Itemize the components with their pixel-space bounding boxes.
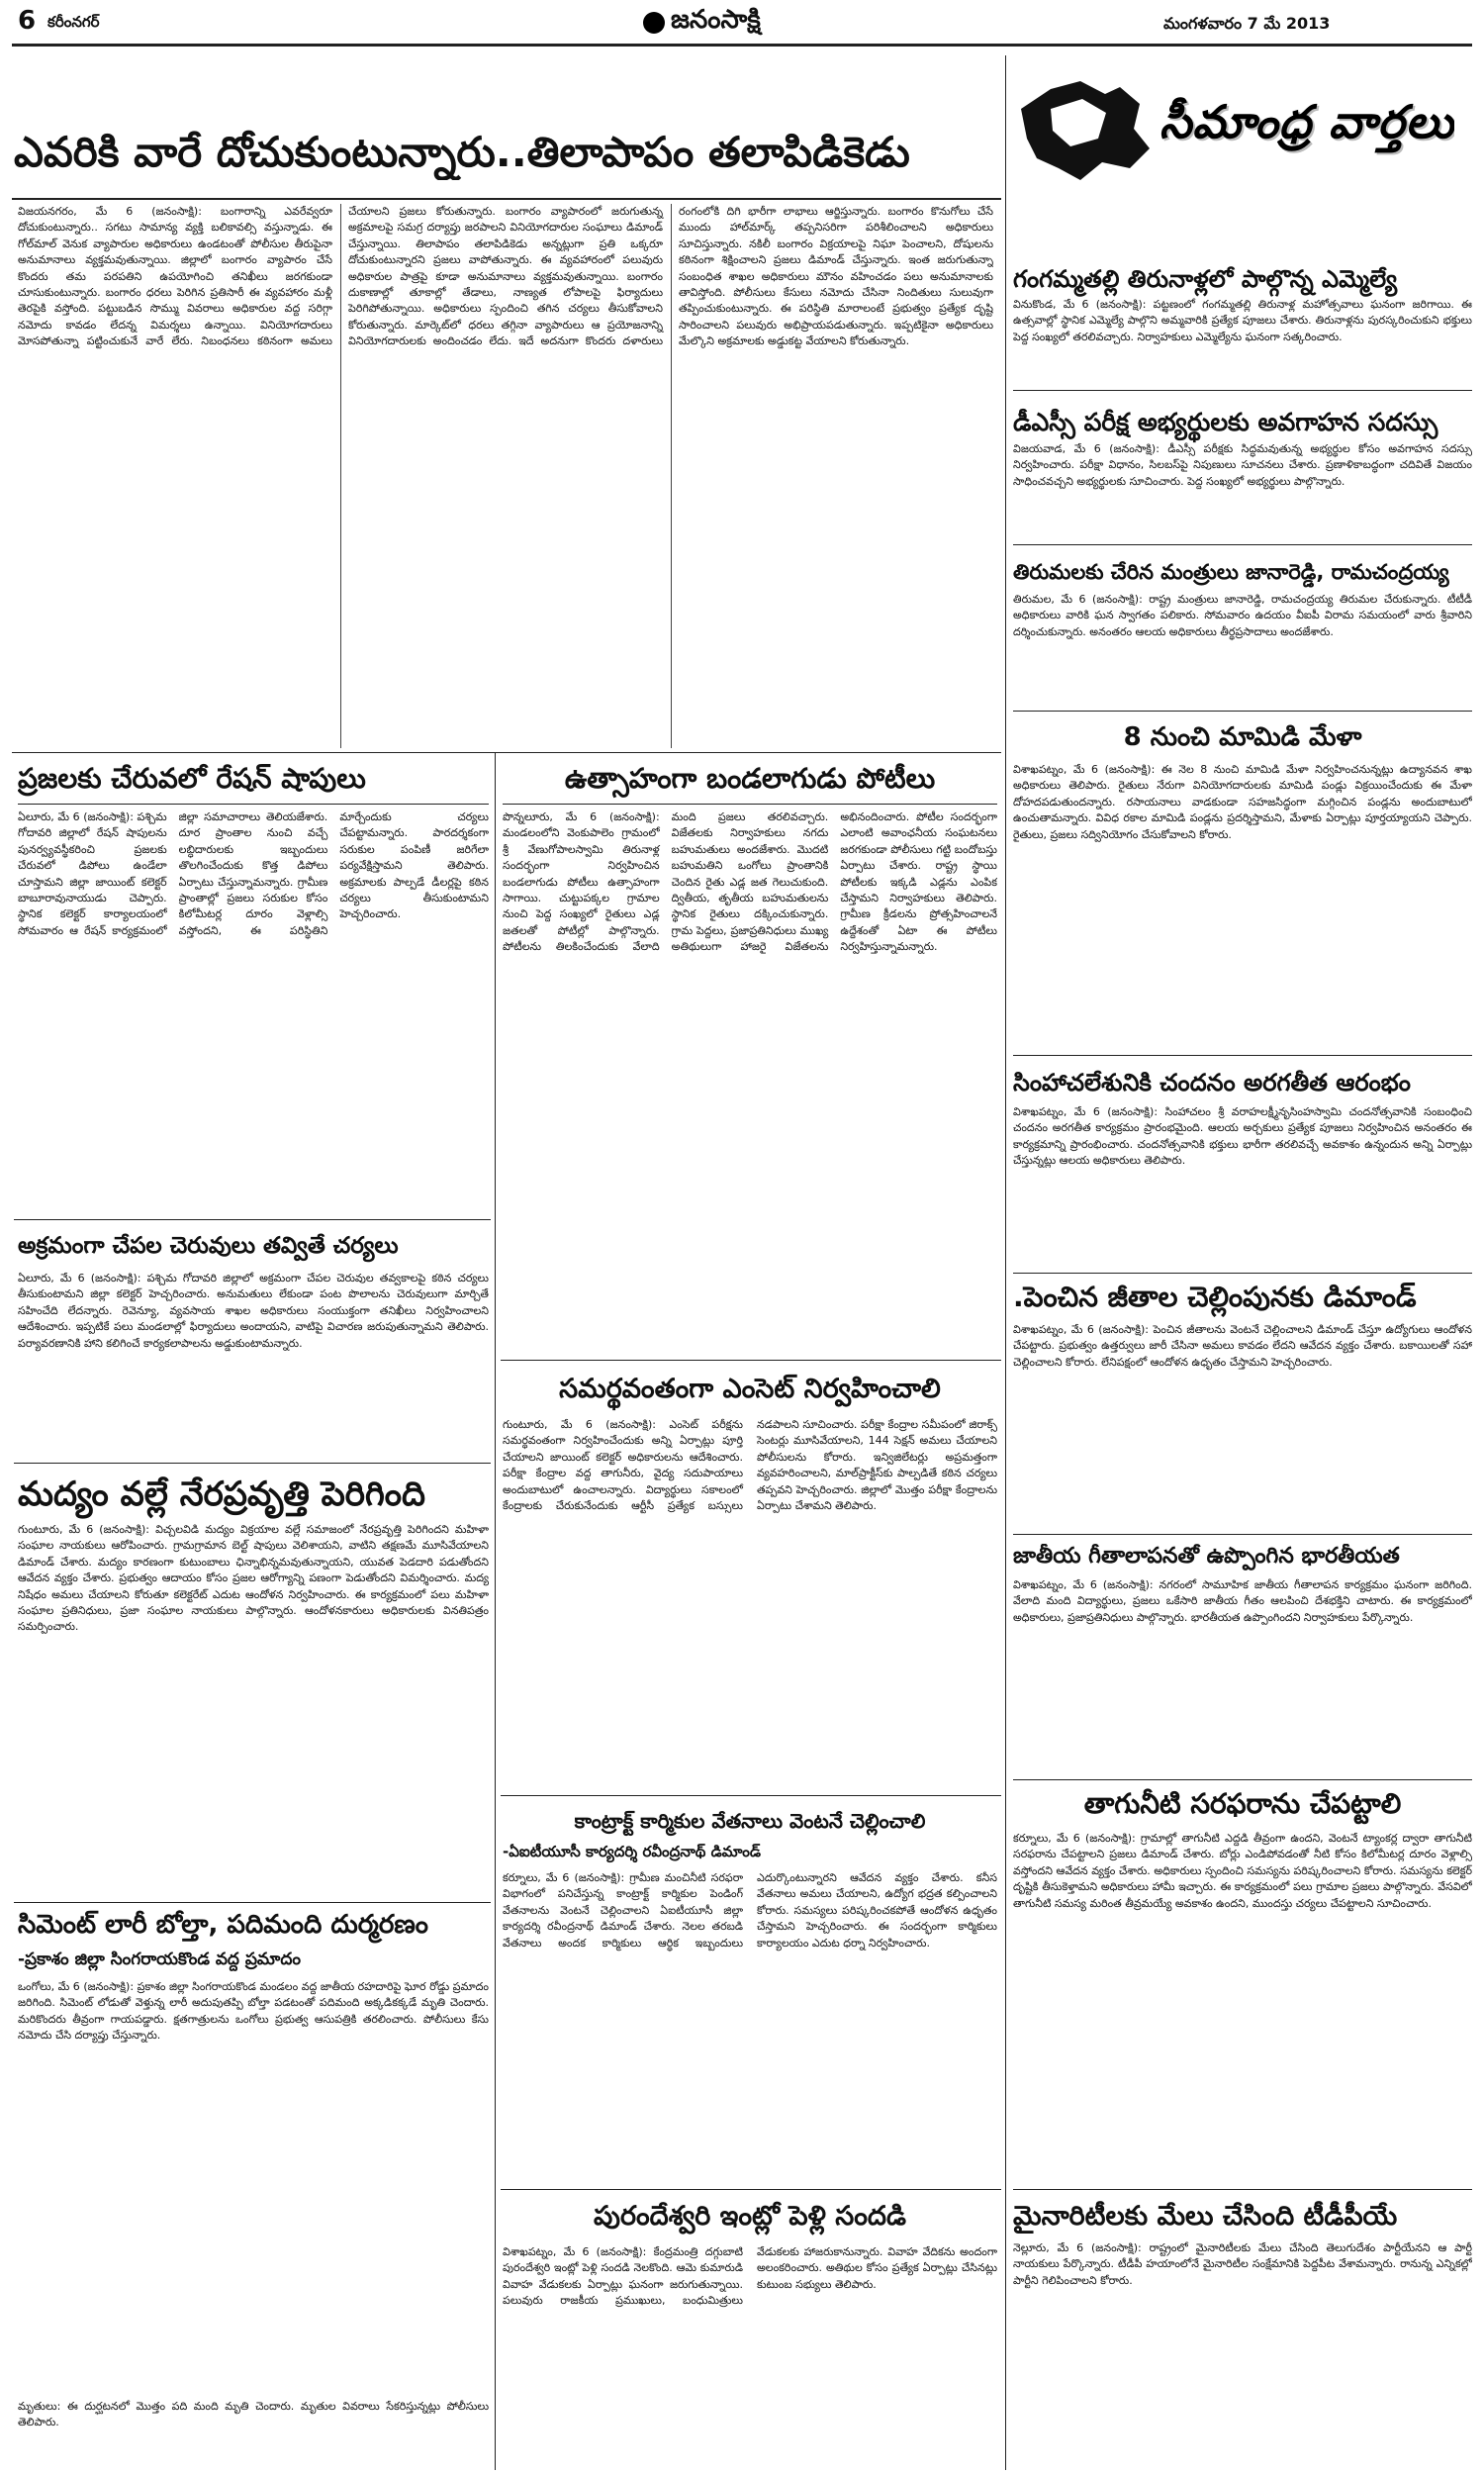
andhra-map-icon: [1011, 69, 1159, 196]
right-article-4-body: విశాఖపట్నం, మే 6 (జనంసాక్షి): ఈ నెల 8 నుంచి మామిడి మేళా నిర్వహించనున్నట్లు ఉద్యానవన శాఖ అధికారులు తెలిపారు. రైతులు నేరుగా వినియోగదారులకు మామిడి పండ్లు విక్రయించేందుకు ఈ మేళా దోహదపడుతుందన్నారు. రసాయనాలు వాడకుండా సహజసిద్ధంగా మగ్గించిన పండ్లను అందుబాటులో ఉంచుతామన్నారు. వివిధ రకాల మామిడి పండ్లను ప్రదర్శిస్తామని, మేళాకు ఏర్పాట్లు పూర్తయ్యాయని చెప్పారు. రైతులు, ప్రజలు సద్వినియోగం చేసుకోవాలని కోరారు.: [1013, 763, 1472, 841]
right-article-4-headline: 8 నుంచి మామిడి మేళా: [1123, 722, 1362, 752]
left-article-3-headline: మద్యం వల్లే నేరప్రవృత్తి పెరిగింది: [18, 1475, 426, 1514]
middle-article-4-headline: పురందేశ్వరి ఇంట్లో పెళ్లి సందడి: [594, 2201, 906, 2232]
logo-emblem-icon: [643, 12, 665, 34]
right-article-6-headline: .పెంచిన జీతాల చెల్లింపునకు డిమాండ్‌: [1013, 1281, 1417, 1313]
left-article-1-body: ఏలూరు, మే 6 (జనంసాక్షి): పశ్చిమ గోదావరి జిల్లాలో రేషన్‌ షాపులను పునర్వ్యవస్థీకరించి ప్రజలకు చేరువలో డిపోలు ఉండేలా చూస్తామని జిల్లా జాయింట్‌ కలెక్టర్‌ బాబూరావునాయుడు చెప్పారు. స్థానిక కలెక్టర్‌ కార్యాలయంలో సోమవారం ఆ రేషన్‌ కార్యక్రమంలో జిల్లా సమాచారాలు తెలియజేశారు. దూర ప్రాంతాల నుంచి వచ్చే లబ్ధిదారులకు ఇబ్బందులు తొలగించేందుకు కొత్త డిపోలు ఏర్పాటు చేస్తున్నామన్నారు. గ్రామీణ ప్రాంతాల్లో ప్రజలు సరుకుల కోసం కిలోమీటర్ల దూరం వెళ్లాల్సి వస్తోందని, ఈ పరిస్థితిని మార్చేందుకు చర్యలు చేపట్టామన్నారు. పారదర్శకంగా సరుకుల పంపిణీ జరిగేలా పర్యవేక్షిస్తామని తెలిపారు. అక్రమాలకు పాల్పడే డీలర్లపై కఠిన చర్యలు తీసుకుంటామని హెచ్చరించారు.: [18, 810, 489, 937]
paper-name: జనంసాక్షి: [671, 5, 761, 35]
right-article-8-body: కర్నూలు, మే 6 (జనంసాక్షి): గ్రామాల్లో తాగునీటి ఎద్దడి తీవ్రంగా ఉందని, వెంటనే ట్యాంకర్ల ద్వారా తాగునీటి సరఫరాను చేపట్టాలని ప్రజలు డిమాండ్‌ చేశారు. బోర్లు ఎండిపోవడంతో నీటి కోసం కిలోమీటర్ల దూరం వెళ్లాల్సి వస్తోందని ఆవేదన వ్యక్తం చేశారు. అధికారులు స్పందించి సమస్యను పరిష్కరించాలని కోరారు. సమస్యను కలెక్టర్‌ దృష్టికి తీసుకెళ్తామని అధికారులు హామీ ఇచ్చారు. ఈ కార్యక్రమంలో పలు గ్రామాల ప్రజలు పాల్గొన్నారు. వేసవిలో తాగునీటి సమస్య మరింత తీవ్రమయ్యే అవకాశం ఉందని, ముందస్తు చర్యలు చేపట్టాలని సూచించారు.: [1013, 1832, 1472, 1910]
middle-article-3-subhead: -ఏఐటీయూసీ కార్యదర్శి రవీంద్రనాథ్‌ డిమాండ్‌: [503, 1843, 761, 1860]
right-article-9-body: నెల్లూరు, మే 6 (జనంసాక్షి): రాష్ట్రంలో మైనారిటీలకు మేలు చేసింది తెలుగుదేశం పార్టీయేనని ఆ పార్టీ నాయకులు పేర్కొన్నారు. టీడీపీ హయాంలోనే మైనారిటీల సంక్షేమానికి పెద్దపీట వేశామన్నారు. రానున్న ఎన్నికల్లో పార్టీని గెలిపించాలని కోరారు.: [1013, 2241, 1472, 2287]
middle-article-3-body: కర్నూలు, మే 6 (జనంసాక్షి): గ్రామీణ మంచినీటి సరఫరా విభాగంలో పనిచేస్తున్న కాంట్రాక్ట్‌ కార్మికుల పెండింగ్‌ వేతనాలను వెంటనే చెల్లించాలని ఏఐటీయూసీ జిల్లా కార్యదర్శి రవీంద్రనాథ్‌ డిమాండ్‌ చేశారు. నెలల తరబడి వేతనాలు అందక కార్మికులు ఆర్థిక ఇబ్బందులు ఎదుర్కొంటున్నారని ఆవేదన వ్యక్తం చేశారు. కనీస వేతనాలు అమలు చేయాలని, ఉద్యోగ భద్రత కల్పించాలని కోరారు. సమస్యలు పరిష్కరించకపోతే ఆందోళన ఉధృతం చేస్తామని హెచ్చరించారు. ఈ సందర్భంగా కార్మికులు కార్యాలయం ఎదుట ధర్నా నిర్వహించారు.: [503, 1871, 997, 1950]
right-article-1-headline: గంగమ్మతల్లి తిరునాళ్లలో పాల్గొన్న ఎమ్మెల్యే: [1013, 265, 1398, 293]
middle-article-3-headline: కాంట్రాక్ట్‌ కార్మికుల వేతనాలు వెంటనే చెల్లించాలి: [574, 1809, 926, 1833]
right-article-2-headline: డీఎస్సీ పరీక్ష అభ్యర్థులకు అవగాహన సదస్సు: [1013, 408, 1438, 436]
left-article-1-headline: ప్రజలకు చేరువలో రేషన్‌ షాపులు: [18, 762, 366, 795]
left-article-4-body: ఒంగోలు, మే 6 (జనంసాక్షి): ప్రకాశం జిల్లా సింగరాయకొండ మండలం వద్ద జాతీయ రహదారిపై ఘోర రోడ్డు ప్రమాదం జరిగింది. సిమెంట్‌ లోడుతో వెళ్తున్న లారీ అదుపుతప్పి బోల్తా పడటంతో పదిమంది అక్కడికక్కడే మృతి చెందారు. మరికొందరు తీవ్రంగా గాయపడ్డారు. క్షతగాత్రులను ఒంగోలు ప్రభుత్వ ఆసుపత్రికి తరలించారు. పోలీసులు కేసు నమోదు చేసి దర్యాప్తు చేస్తున్నారు.: [18, 1980, 489, 2043]
right-article-2-body: విజయవాడ, మే 6 (జనంసాక్షి): డీఎస్సీ పరీక్షకు సిద్ధమవుతున్న అభ్యర్థుల కోసం అవగాహన సదస్సు నిర్వహించారు. పరీక్షా విధానం, సిలబస్‌పై నిపుణులు సూచనలు చేశారు. ప్రణాళికాబద్ధంగా చదివితే విజయం సాధించవచ్చని అభ్యర్థులకు సూచించారు. పెద్ద సంఖ్యలో అభ్యర్థులు పాల్గొన్నారు.: [1013, 442, 1472, 488]
right-article-7-body: విశాఖపట్నం, మే 6 (జనంసాక్షి): నగరంలో సామూహిక జాతీయ గీతాలాపన కార్యక్రమం ఘనంగా జరిగింది. వేలాది మంది విద్యార్థులు, ప్రజలు ఒకేసారి జాతీయ గీతం ఆలపించి దేశభక్తిని చాటారు. ఈ కార్యక్రమంలో అధికారులు, ప్రజాప్రతినిధులు పాల్గొన్నారు. భారతీయత ఉప్పొంగిందని నిర్వాహకులు పేర్కొన్నారు.: [1013, 1578, 1472, 1624]
page-number: 6: [18, 6, 37, 36]
left-article-4-note: మృతులు: ఈ దుర్ఘటనలో మొత్తం పది మంది మృతి చెందారు. మృతుల వివరాలు సేకరిస్తున్నట్లు పోలీసులు తెలిపారు.: [18, 2400, 489, 2429]
left-article-3-body: గుంటూరు, మే 6 (జనంసాక్షి): విచ్చలవిడి మద్యం విక్రయాల వల్లే సమాజంలో నేరప్రవృత్తి పెరిగిందని మహిళా సంఘాల నాయకులు ఆరోపించారు. గ్రామగ్రామాన బెల్ట్‌ షాపులు వెలిశాయని, వాటిని తక్షణమే మూసివేయాలని డిమాండ్‌ చేశారు. మద్యం కారణంగా కుటుంబాలు ఛిన్నాభిన్నమవుతున్నాయని, యువత పెడదారి పడుతోందని ఆవేదన వ్యక్తం చేశారు. ప్రభుత్వం ఆదాయం కోసం ప్రజల ఆరోగ్యాన్ని పణంగా పెడుతోందని విమర్శించారు. మద్య నిషేధం అమలు చేయాలని కోరుతూ కలెక్టరేట్‌ ఎదుట ఆందోళన నిర్వహించారు. ఈ కార్యక్రమంలో పలు మహిళా సంఘాల ప్రతినిధులు, ప్రజా సంఘాల నాయకులు పాల్గొన్నారు. ఆందోళనకారులు అధికారులకు వినతిపత్రం సమర్పించారు.: [18, 1523, 489, 1634]
left-article-4-headline: సిమెంట్‌ లారీ బోల్తా, పదిమంది దుర్మరణం: [18, 1910, 428, 1940]
right-article-3-body: తిరుమల, మే 6 (జనంసాక్షి): రాష్ట్ర మంత్రులు జానారెడ్డి, రామచంద్రయ్య తిరుమల చేరుకున్నారు. టీటీడీ అధికారులు వారికి ఘన స్వాగతం పలికారు. సోమవారం ఉదయం వీఐపీ విరామ సమయంలో వారు శ్రీవారిని దర్శించుకున్నారు. అనంతరం ఆలయ అధికారులు తీర్థప్రసాదాలు అందజేశారు.: [1013, 593, 1472, 638]
right-article-9-headline: మైనారిటీలకు మేలు చేసింది టీడీపీయే: [1013, 2201, 1398, 2232]
issue-date: మంగళవారం 7 మే 2013: [1163, 14, 1331, 33]
seemandhra-logo: [1011, 69, 1472, 196]
middle-article-1-body: పొన్నలూరు, మే 6 (జనంసాక్షి): మండలంలోని వెంకుపాలెం గ్రామంలో శ్రీ వేణుగోపాలస్వామి తిరునాళ్ల సందర్భంగా నిర్వహించిన బండలాగుడు పోటీలు ఉత్సాహంగా సాగాయి. చుట్టుపక్కల గ్రామాల నుంచి పెద్ద సంఖ్యలో రైతులు ఎడ్ల జతలతో పోటీల్లో పాల్గొన్నారు. పోటీలను తిలకించేందుకు వేలాది మంది ప్రజలు తరలివచ్చారు. విజేతలకు నిర్వాహకులు నగదు బహుమతులు అందజేశారు. మొదటి బహుమతిని ఒంగోలు ప్రాంతానికి చెందిన రైతు ఎడ్ల జత గెలుచుకుంది. ద్వితీయ, తృతీయ బహుమతులను స్థానిక రైతులు దక్కించుకున్నారు. గ్రామ పెద్దలు, ప్రజాప్రతినిధులు ముఖ్య అతిథులుగా హాజరై విజేతలను అభినందించారు. పోటీల సందర్భంగా ఎలాంటి అవాంఛనీయ సంఘటనలు జరగకుండా పోలీసులు గట్టి బందోబస్తు ఏర్పాటు చేశారు. రాష్ట్ర స్థాయి పోటీలకు ఇక్కడి ఎడ్లను ఎంపిక చేస్తామని నిర్వాహకులు తెలిపారు. గ్రామీణ క్రీడలను ప్రోత్సహించాలనే ఉద్దేశంతో ఏటా ఈ పోటీలు నిర్వహిస్తున్నామన్నారు.: [503, 810, 997, 954]
middle-article-1-headline: ఉత్సాహంగా బండలాగుడు పోటీలు: [564, 762, 936, 795]
seemandhra-title: సీమాంధ్ర వార్తలు: [1159, 95, 1455, 148]
lead-headline: ఎవరికి వారే దోచుకుంటున్నారు..తిలాపాపం తలాపిడికెడు: [14, 128, 910, 176]
lead-body: విజయనగరం, మే 6 (జనంసాక్షి): బంగారాన్ని ఎవరేవ్వరూ దోచుకుంటున్నారు.. సగటు సామాన్య వ్యక్తి బలికావల్సి వస్తున్నాడు. ఈ గోల్‌మాల్‌ వెనుక వ్యాపారుల అధికారులు ఉండటంతో పోలీసుల తీరుపైనా అనుమానాలు వ్యక్తమవుతున్నాయి. జిల్లాలో బంగారం వ్యాపారం చేసే కొందరు తమ పరపతిని ఉపయోగించి తనిఖీలు జరగకుండా చూసుకుంటున్నారు. బంగారం ధరలు పెరిగిన ప్రతిసారీ ఈ వ్యవహారం మళ్లీ తెరపైకి వస్తోంది. పట్టుబడిన సొమ్ము వివరాలు అధికారుల వద్ద సరిగ్గా నమోదు కావడం లేదన్న విమర్శలు ఉన్నాయి. వినియోగదారులు మోసపోతున్నా పట్టించుకునే వారే లేరు. నిబంధనలు కఠినంగా అమలు చేయాలని ప్రజలు కోరుతున్నారు. బంగారం వ్యాపారంలో జరుగుతున్న అక్రమాలపై సమగ్ర దర్యాప్తు జరపాలని వినియోగదారుల సంఘాలు డిమాండ్‌ చేస్తున్నాయి. తిలాపాపం తలాపిడికెడు అన్నట్లుగా ప్రతి ఒక్కరూ దోచుకుంటున్నారని ప్రజలు వాపోతున్నారు. ఈ వ్యవహారంలో పలువురు అధికారుల పాత్రపై కూడా అనుమానాలు వ్యక్తమవుతున్నాయి. బంగారం దుకాణాల్లో తూకాల్లో తేడాలు, నాణ్యత లోపాలపై ఫిర్యాదులు పెరిగిపోతున్నాయి. అధికారులు స్పందించి తగిన చర్యలు తీసుకోవాలని కోరుతున్నారు. మార్కెట్‌లో ధరలు తగ్గినా వ్యాపారులు ఆ ప్రయోజనాన్ని వినియోగదారులకు అందించడం లేదు. ఇదే అదనుగా కొందరు దళారులు రంగంలోకి దిగి భారీగా లాభాలు ఆర్జిస్తున్నారు. బంగారం కొనుగోలు చేసే ముందు హాల్‌మార్క్‌ తప్పనిసరిగా పరిశీలించాలని అధికారులు సూచిస్తున్నారు. నకిలీ బంగారం విక్రయాలపై నిఘా పెంచాలని, దోషులను కఠినంగా శిక్షించాలని ప్రజలు డిమాండ్‌ చేస్తున్నారు. ఇంత జరుగుతున్నా సంబంధిత శాఖల అధికారులు మౌనం వహించడం పలు అనుమానాలకు తావిస్తోంది. పోలీసులు కేసులు నమోదు చేసినా నిందితులు సులువుగా తప్పించుకుంటున్నారు. ఈ పరిస్థితి మారాలంటే ప్రభుత్వం ప్రత్యేక దృష్టి సారించాలని పలువురు అభిప్రాయపడుతున్నారు. ఇప్పటికైనా అధికారులు మేల్కొని అక్రమాలకు అడ్డుకట్ట వేయాలని కోరుతున్నారు.: [18, 205, 993, 348]
left-article-4-subhead: -ప్రకాశం జిల్లా సింగరాయకొండ వద్ద ప్రమాదం: [18, 1950, 301, 1969]
right-article-5-body: విశాఖపట్నం, మే 6 (జనంసాక్షి): సింహాచలం శ్రీ వరాహలక్ష్మీనృసింహస్వామి చందనోత్సవానికి సంబంధించి చందనం అరగతీత కార్యక్రమం ప్రారంభమైంది. ఆలయ అర్చకులు ప్రత్యేక పూజలు నిర్వహించిన అనంతరం ఈ కార్యక్రమాన్ని ప్రారంభించారు. చందనోత్సవానికి భక్తులు భారీగా తరలివచ్చే అవకాశం ఉన్నందున అన్ని ఏర్పాట్లు చేస్తున్నట్లు ఆలయ అధికారులు తెలిపారు.: [1013, 1105, 1472, 1168]
middle-article-2-headline: సమర్థవంతంగా ఎంసెట్‌ నిర్వహించాలి: [559, 1374, 941, 1404]
right-article-6-body: విశాఖపట్నం, మే 6 (జనంసాక్షి): పెంచిన జీతాలను వెంటనే చెల్లించాలని డిమాండ్‌ చేస్తూ ఉద్యోగులు ఆందోళన చేపట్టారు. ప్రభుత్వం ఉత్తర్వులు జారీ చేసినా అమలు కావడం లేదని ఆవేదన వ్యక్తం చేశారు. బకాయిలతో సహా చెల్లించాలని కోరారు. లేనిపక్షంలో ఆందోళన ఉధృతం చేస్తామని హెచ్చరించారు.: [1013, 1323, 1472, 1369]
right-article-3-headline: తిరుమలకు చేరిన మంత్రులు జానారెడ్డి, రామచంద్రయ్య: [1013, 560, 1449, 584]
middle-article-4-body: విశాఖపట్నం, మే 6 (జనంసాక్షి): కేంద్రమంత్రి దగ్గుబాటి పురందేశ్వరి ఇంట్లో పెళ్లి సందడి నెలకొంది. ఆమె కుమారుడి వివాహ వేడుకలకు ఏర్పాట్లు ఘనంగా జరుగుతున్నాయి. పలువురు రాజకీయ ప్రముఖులు, బంధుమిత్రులు వేడుకలకు హాజరుకానున్నారు. వివాహ వేదికను అందంగా అలంకరించారు. అతిథుల కోసం ప్రత్యేక ఏర్పాట్లు చేసినట్లు కుటుంబ సభ్యులు తెలిపారు.: [503, 2245, 997, 2308]
right-article-7-headline: జాతీయ గీతాలాపనతో ఉప్పొంగిన భారతీయత: [1013, 1544, 1400, 1569]
right-article-8-headline: తాగునీటి సరఫరాను చేపట్టాలి: [1083, 1787, 1402, 1820]
section-name: కరీంనగర్: [47, 13, 100, 31]
right-article-5-headline: సింహాచలేశునికి చందనం అరగతీత ఆరంభం: [1013, 1069, 1411, 1096]
left-article-2-body: ఏలూరు, మే 6 (జనంసాక్షి): పశ్చిమ గోదావరి జిల్లాలో అక్రమంగా చేపల చెరువుల తవ్వకాలపై కఠిన చర్యలు తీసుకుంటామని జిల్లా కలెక్టర్‌ హెచ్చరించారు. అనుమతులు లేకుండా పంట పొలాలను చెరువులుగా మార్చితే సహించేది లేదన్నారు. రెవెన్యూ, వ్యవసాయ శాఖల అధికారులు సంయుక్తంగా తనిఖీలు నిర్వహించాలని ఆదేశించారు. ఇప్పటికే పలు మండలాల్లో ఫిర్యాదులు అందాయని, వాటిపై విచారణ జరుపుతున్నామని తెలిపారు. పర్యావరణానికి హాని కలిగించే కార్యకలాపాలను అడ్డుకుంటామన్నారు.: [18, 1272, 489, 1350]
right-article-1-body: వినుకొండ, మే 6 (జనంసాక్షి): పట్టణంలో గంగమ్మతల్లి తిరునాళ్ల మహోత్సవాలు ఘనంగా జరిగాయి. ఈ ఉత్సవాల్లో స్థానిక ఎమ్మెల్యే పాల్గొని అమ్మవారికి ప్రత్యేక పూజలు చేశారు. తిరునాళ్లను పురస్కరించుకుని భక్తులు పెద్ద సంఖ్యలో తరలివచ్చారు. నిర్వాహకులు ఎమ్మెల్యేను ఘనంగా సత్కరించారు.: [1013, 298, 1472, 343]
paper-logo: [643, 4, 851, 42]
middle-article-2-body: గుంటూరు, మే 6 (జనంసాక్షి): ఎంసెట్‌ పరీక్షను సమర్థవంతంగా నిర్వహించేందుకు అన్ని ఏర్పాట్లు పూర్తి చేయాలని జాయింట్‌ కలెక్టర్‌ అధికారులను ఆదేశించారు. పరీక్షా కేంద్రాల వద్ద తాగునీరు, వైద్య సదుపాయాలు అందుబాటులో ఉంచాలన్నారు. విద్యార్థులు సకాలంలో కేంద్రాలకు చేరుకునేందుకు ఆర్టీసీ ప్రత్యేక బస్సులు నడపాలని సూచించారు. పరీక్షా కేంద్రాల సమీపంలో జిరాక్స్‌ సెంటర్లు మూసివేయాలని, 144 సెక్షన్‌ అమలు చేయాలని పోలీసులను కోరారు. ఇన్విజిలేటర్లు అప్రమత్తంగా వ్యవహరించాలని, మాల్‌ప్రాక్టీస్‌కు పాల్పడితే కఠిన చర్యలు తప్పవని హెచ్చరించారు. జిల్లాలో మొత్తం పరీక్షా కేంద్రాలను ఏర్పాటు చేశామని తెలిపారు.: [503, 1418, 997, 1513]
left-article-2-headline: అక్రమంగా చేపల చెరువులు తవ్వితే చర్యలు: [18, 1233, 399, 1259]
